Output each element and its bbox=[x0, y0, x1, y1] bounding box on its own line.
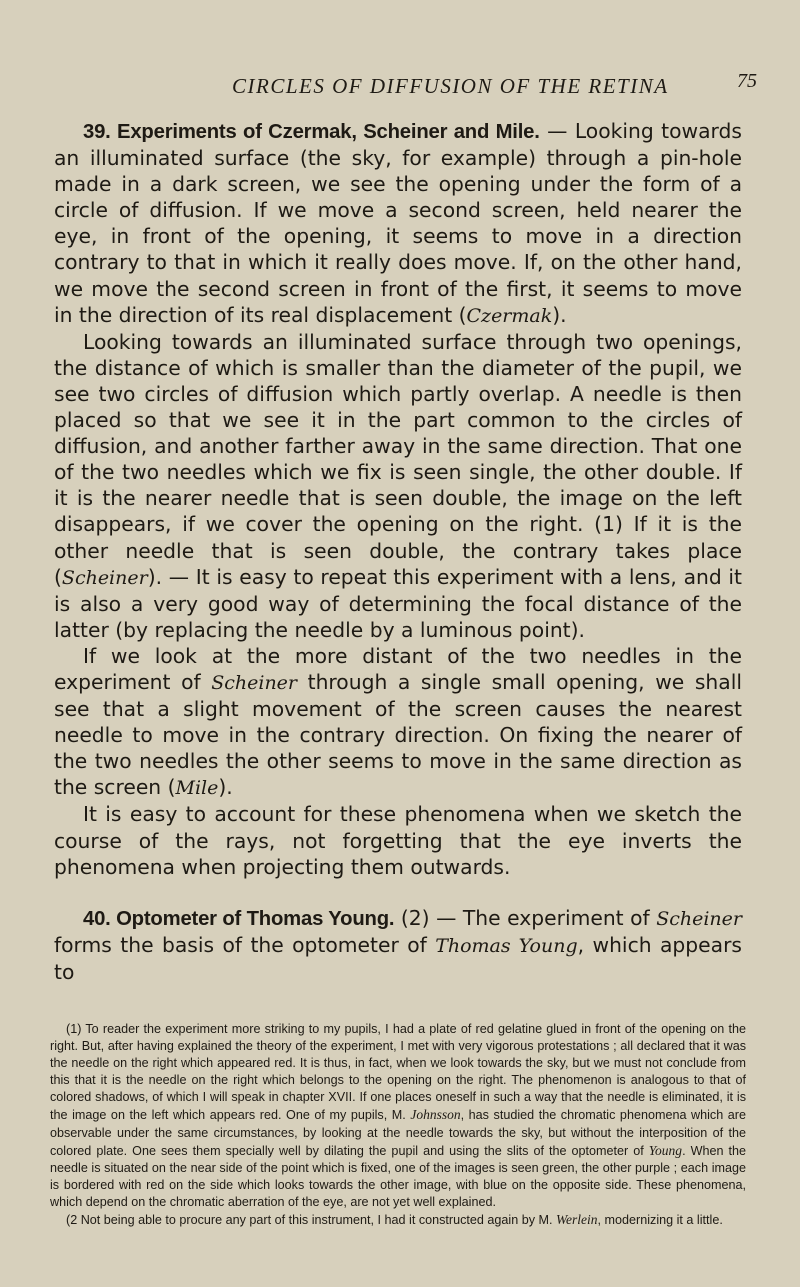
text-run: ). bbox=[552, 302, 567, 327]
text-run: (1) To reader the experiment more striking to my pupils, I had a plate of red gelatine glued in front of the opening on the right. But, after having explained the theory of the experiment, I met with very vigorous protestations ; all declared that it was the needle on the right which appeared red. It is thus, in fact, when we look towards the sky, but we must not conclude from this that it is the needle on the right which belongs to the opening on the right. The phenomenon is analogous to that of colored shadows, of which I will speak in chapter XVII. If one places oneself in such a way that the needle is eliminated, it is the image on the left which appears red. One of my pupils, M. bbox=[50, 1022, 746, 1123]
italic-name: Thomas Young bbox=[435, 934, 578, 957]
italic-name: Scheiner bbox=[61, 566, 148, 589]
text-run: — Looking towards an illuminated surface (the sky, for example) through a pin-hole made in a dark screen, we see the opening under the form of a circle of diffusion. If we move a second screen, held nearer the eye, in front of the opening, it seems to move in a direction contrary to that in which it really does move. If, on the other hand, we move the second screen in front of the first, it seems to move in the direction of its real displacement ( bbox=[54, 119, 742, 327]
italic-name: Werlein bbox=[556, 1212, 598, 1228]
italic-name: Young bbox=[648, 1142, 683, 1158]
text-run: . When the needle is situated on the near side of the point which is fixed, one of the images is seen green, the other purple ; each image is bordered with red on the side which looks towards the other image, with blue on the opposite side. These phenomena, which depend on the chromatic aberration of the eye, are not yet well explained. bbox=[50, 1143, 747, 1209]
text-run: ). — It is easy to repeat this experiment with a lens, and it is also a very good way of determining the focal distance of the latter (by replacing the needle by a luminous point). bbox=[54, 564, 742, 642]
paragraph bbox=[54, 643, 742, 802]
text-run: Looking towards an illuminated surface through two openings, the distance of which is smaller than the diameter of the pupil, we see two circles of diffusion which partly overlap. A needle is then placed so that we see it in the part common to the circles of diffusion, and another farther away in the same direction. That one of the two needles which we fix is seen single, the other double. If it is the nearer needle that is seen double, the image on the left disappears, if we cover the opening on the right. (1) If it is the other needle that is seen double, the contrary takes place ( bbox=[54, 329, 742, 589]
text-run: through a single small opening, we shall see that a slight movement of the screen causes the nearest needle to move in the contrary direction. On fixing the nearer of the two needles the other seems to move in the same direction as the screen ( bbox=[54, 669, 742, 800]
footnote-2 bbox=[50, 1211, 746, 1229]
text-run: (2 Not being able to procure any part of this instrument, I had it constructed again by M. bbox=[66, 1213, 557, 1228]
italic-name: Johnsson bbox=[410, 1107, 461, 1123]
text-run: , has studied the chromatic phenomena which are observable under the same circumstances, by looking at the needle towards the sky, but without the interposition of the colored plate. One sees them specially well by dilating the pupil and using the slits of the optometer of bbox=[50, 1108, 746, 1158]
text-run: forms the basis of the optometer of bbox=[54, 932, 436, 957]
running-title: CIRCLES OF DIFFUSION OF THE RETINA bbox=[232, 74, 669, 98]
paragraph bbox=[54, 329, 742, 643]
main-text bbox=[54, 118, 742, 985]
page-number: 75 bbox=[737, 70, 757, 92]
paragraph bbox=[54, 118, 742, 329]
text-run: If we look at the more distant of the two needles in the experiment of bbox=[54, 643, 742, 694]
text-run: , modernizing it a little. bbox=[597, 1213, 723, 1228]
italic-name: Scheiner bbox=[656, 907, 742, 930]
italic-name: Mile bbox=[175, 777, 219, 800]
text-run: (2) — The experiment of bbox=[394, 905, 657, 930]
section-heading: 39. Experiments of Czermak, Scheiner and Mile. bbox=[83, 121, 540, 143]
section-heading: 40. Optometer of Thomas Young. bbox=[83, 907, 395, 930]
text-run: ). bbox=[218, 775, 233, 800]
text-run: , which appears to bbox=[54, 932, 742, 984]
footnote-1 bbox=[50, 1021, 746, 1211]
italic-name: Czermak bbox=[466, 304, 553, 327]
italic-name: Scheiner bbox=[211, 671, 298, 694]
footnotes bbox=[50, 1021, 746, 1229]
paragraph bbox=[54, 905, 742, 985]
paragraph: It is easy to account for these phenomena when we sketch the course of the rays, not forgetting that the eye inverts the phenomena when projecting them outwards. bbox=[54, 802, 742, 879]
